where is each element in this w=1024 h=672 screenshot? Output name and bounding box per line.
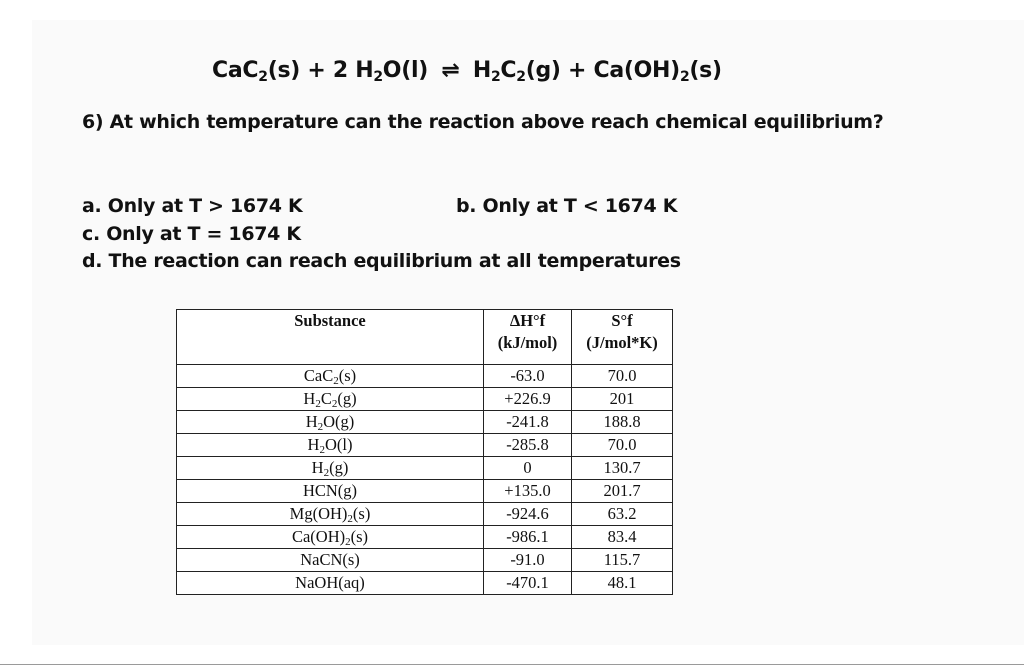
table-header-row	[177, 310, 673, 365]
substance-state: (g)	[329, 458, 349, 477]
substance-state: O(l)	[324, 435, 353, 454]
eq-water: O(l)	[382, 58, 428, 83]
substance-formula-mid: C	[320, 389, 332, 408]
header-entropy-symbol: S°f	[611, 311, 633, 330]
eq-product1-state: (g) + Ca(OH)	[525, 58, 680, 83]
enthalpy-cell: +226.9	[484, 388, 572, 411]
enthalpy-cell: -924.6	[484, 503, 572, 526]
substance-formula: H	[307, 435, 320, 454]
formula-subscript: 2	[317, 421, 324, 433]
entropy-cell: 130.7	[572, 457, 673, 480]
enthalpy-cell: -986.1	[484, 526, 572, 549]
table-row	[177, 388, 673, 411]
entropy-cell: 115.7	[572, 549, 673, 572]
entropy-cell: 48.1	[572, 572, 673, 595]
substance-state: O(g)	[323, 412, 355, 431]
eq-product1: H	[472, 58, 491, 83]
substance-formula: NaCN(s)	[300, 550, 360, 569]
substance-cell	[177, 549, 484, 572]
thermo-data-table	[176, 309, 673, 595]
substance-cell	[177, 365, 484, 388]
header-enthalpy-unit: (kJ/mol)	[497, 333, 558, 352]
eq-sub: 2	[679, 69, 690, 85]
table-body	[177, 365, 673, 595]
entropy-cell: 201	[572, 388, 673, 411]
substance-cell	[177, 480, 484, 503]
formula-subscript: 2	[347, 513, 353, 525]
header-enthalpy-symbol: ΔH°f	[509, 311, 546, 330]
enthalpy-cell: 0	[484, 457, 572, 480]
entropy-cell: 70.0	[572, 434, 673, 457]
formula-subscript: 2	[331, 398, 338, 410]
substance-cell	[177, 411, 484, 434]
entropy-cell: 70.0	[572, 365, 673, 388]
formula-subscript: 2	[345, 536, 351, 548]
substance-cell	[177, 503, 484, 526]
enthalpy-cell: -241.8	[484, 411, 572, 434]
table-row	[177, 503, 673, 526]
entropy-cell: 188.8	[572, 411, 673, 434]
enthalpy-cell: -285.8	[484, 434, 572, 457]
header-substance: Substance	[177, 310, 484, 365]
substance-state: (s)	[338, 366, 357, 385]
bottom-divider	[0, 664, 1024, 665]
table-row	[177, 549, 673, 572]
eq-sub: 2	[258, 69, 268, 85]
substance-cell	[177, 457, 484, 480]
equilibrium-arrow-icon: ⇌	[441, 58, 460, 83]
eq-reactant1-state: (s) + 2 H	[267, 58, 374, 83]
eq-sub: 2	[516, 69, 526, 85]
header-entropy	[572, 310, 673, 365]
eq-sub: 2	[373, 69, 383, 85]
eq-sub: 2	[490, 69, 501, 85]
substance-formula: CaC	[303, 366, 334, 385]
question-text: 6) At which temperature can the reaction above reach chemical equilibrium?	[82, 111, 884, 133]
substance-formula: NaOH(aq)	[295, 573, 365, 592]
table-row	[177, 572, 673, 595]
option-b[interactable]: b. Only at T < 1674 K	[456, 195, 678, 217]
table-row	[177, 480, 673, 503]
substance-cell	[177, 388, 484, 411]
option-a[interactable]: a. Only at T > 1674 K	[82, 195, 303, 217]
substance-formula: HCN(g)	[302, 481, 358, 500]
table-row	[177, 526, 673, 549]
option-d[interactable]: d. The reaction can reach equilibrium at all temperatures	[82, 250, 681, 272]
formula-subscript: 2	[333, 375, 339, 387]
eq-product1-mid: C	[500, 58, 517, 83]
eq-reactant1: CaC	[212, 58, 259, 83]
header-enthalpy	[484, 310, 572, 365]
table-row	[177, 434, 673, 457]
substance-cell	[177, 434, 484, 457]
entropy-cell: 83.4	[572, 526, 673, 549]
table-row	[177, 365, 673, 388]
enthalpy-cell: +135.0	[484, 480, 572, 503]
option-c[interactable]: c. Only at T = 1674 K	[82, 223, 301, 245]
substance-formula: Mg(OH)	[289, 504, 348, 523]
substance-state: (s)	[352, 504, 371, 523]
enthalpy-cell: -91.0	[484, 549, 572, 572]
substance-cell	[177, 572, 484, 595]
formula-subscript: 2	[319, 444, 325, 456]
entropy-cell: 201.7	[572, 480, 673, 503]
substance-formula: H	[303, 389, 316, 408]
formula-subscript: 2	[323, 467, 330, 479]
entropy-cell: 63.2	[572, 503, 673, 526]
substance-state: (s)	[350, 527, 369, 546]
eq-product2-state: (s)	[689, 58, 722, 83]
substance-formula: H	[311, 458, 324, 477]
table-row	[177, 457, 673, 480]
table-row	[177, 411, 673, 434]
formula-subscript: 2	[315, 398, 321, 410]
substance-state: (g)	[337, 389, 357, 408]
substance-formula: Ca(OH)	[291, 527, 346, 546]
enthalpy-cell: -470.1	[484, 572, 572, 595]
reaction-equation	[212, 58, 722, 83]
enthalpy-cell: -63.0	[484, 365, 572, 388]
substance-cell	[177, 526, 484, 549]
header-entropy-unit: (J/mol*K)	[586, 333, 658, 352]
substance-formula: H	[305, 412, 318, 431]
